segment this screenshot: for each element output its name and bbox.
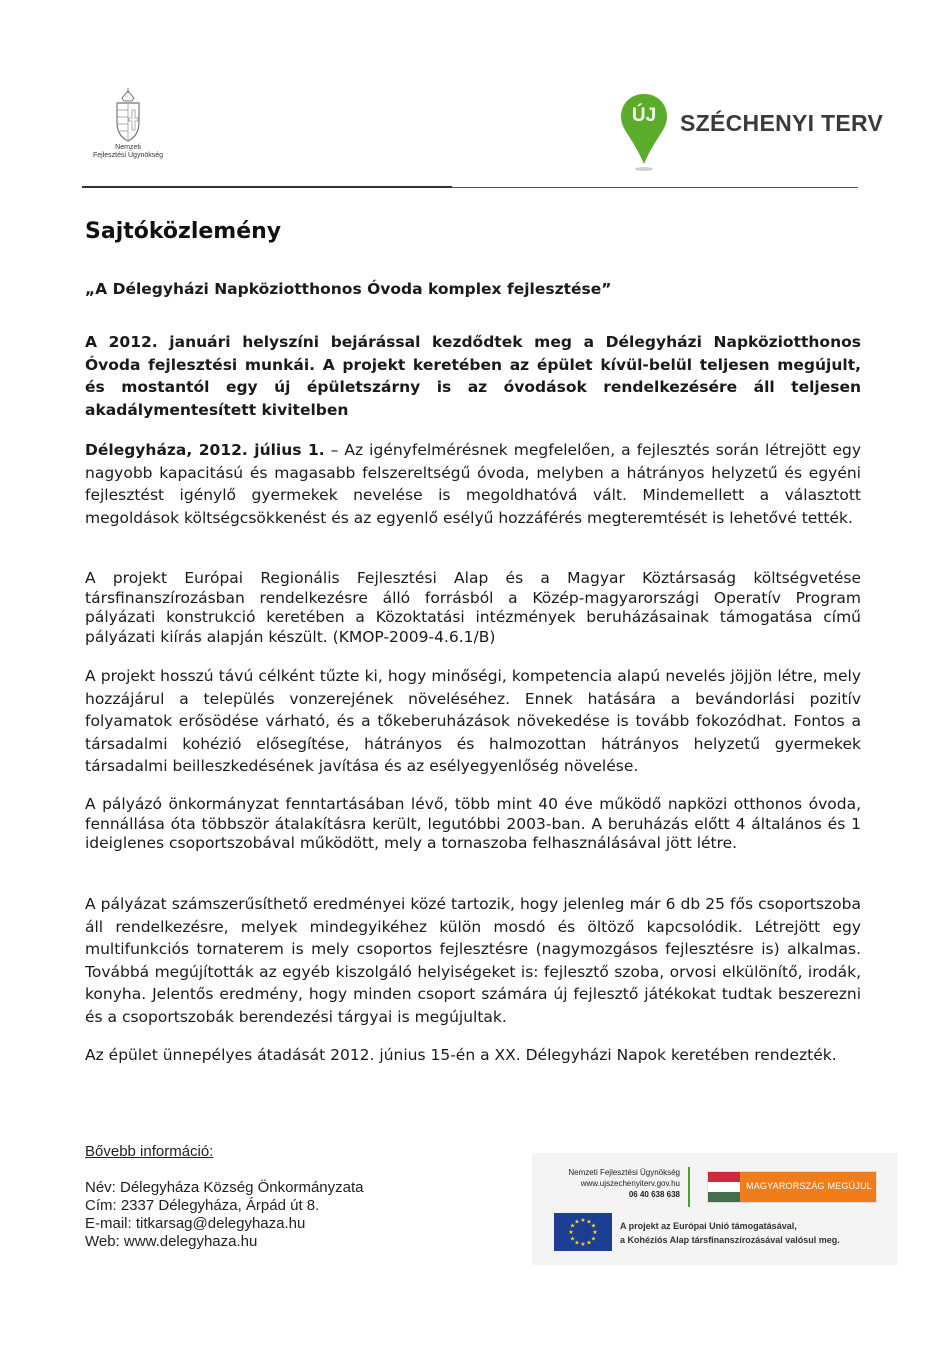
eu-flag-icon xyxy=(554,1213,612,1251)
renewal-banner xyxy=(707,1171,877,1203)
szechenyi-terv-logo xyxy=(618,92,884,172)
svg-text:★: ★ xyxy=(569,1235,576,1243)
svg-text:★: ★ xyxy=(590,1235,597,1243)
eu-stars-icon xyxy=(554,1213,612,1251)
hungarian-flag-icon xyxy=(708,1172,740,1202)
contact-address: Cím: 2337 Délegyháza, Árpád út 8. xyxy=(85,1197,320,1214)
paragraph-3: A projekt Európai Regionális Fejlesztési Alap és a Magyar Köztársaság költségvetése társfinanszírozásban rendelkezésre álló forrásból a Közép-magyarországi Operatív Program pályázati konstrukció keretében a Közoktatási intézmények beruházásainak támogatása című pályázati kiírás alapján készült. (KMOP-2009-4.6.1/B) xyxy=(85,569,861,646)
lead-paragraph: A 2012. januári helyszíni bejárással kezdődtek meg a Délegyházi Napköziotthonos Óvoda fejlesztési munkái. A projekt keretében az épület kívül-belül teljesen megújult, és mostantól egy új épületszárny is az óvodások rendelkezésére áll teljesen akadálymentesített kivitelben xyxy=(85,333,861,419)
eu-support-line1: A projekt az Európai Unió támogatásával, xyxy=(620,1221,797,1231)
svg-text:★: ★ xyxy=(590,1222,597,1230)
coat-of-arms-icon xyxy=(113,88,143,142)
logo-text: SZÉCHENYI TERV xyxy=(680,110,884,136)
funding-agency-name: Nemzeti Fejlesztési Ügynökség xyxy=(568,1168,680,1177)
eu-support-text xyxy=(620,1219,840,1247)
svg-text:★: ★ xyxy=(568,1229,574,1236)
paragraph-2-body: – Az igényfelmérésnek megfelelően, a fejlesztés során létrejött egy nagyobb kapacitású és magasabb felszereltségű óvoda, melyben a hátrányos helyzetű és egyéni fejlesztést igénylő gyermekek nevelése is megoldhatóvá vált. Mindemellett a választott megoldások költségcsökkenést és az egyenlő esélyű hozzáférés megteremtését is lehetővé tették. xyxy=(85,441,862,527)
paragraph-5: A pályázó önkormányzat fenntartásában lévő, több mint 40 éve működő napközi otthonos óvoda, fennállása óta többször átalakításra került, legutóbbi 2003-ban. A beruházás előtt 4 általános és 1 ideiglenes csoportszobával működött, mely a tornaszoba felhasználásával jött létre. xyxy=(85,795,861,852)
svg-text:★: ★ xyxy=(586,1239,592,1247)
dateline: Délegyháza, 2012. július 1. xyxy=(85,441,325,459)
agency-name-line1: Nemzeti xyxy=(115,144,141,151)
contact-web[interactable]: Web: www.delegyhaza.hu xyxy=(85,1233,258,1250)
funding-separator xyxy=(688,1167,690,1207)
contact-block xyxy=(85,1143,363,1251)
contact-name: Név: Délegyháza Község Önkormányzata xyxy=(85,1179,364,1196)
document-subtitle: „A Délegyházi Napköziotthonos Óvoda komplex fejlesztése” xyxy=(85,280,612,298)
more-info-label: Bővebb információ: xyxy=(85,1143,214,1160)
header-divider-bold xyxy=(82,186,452,188)
funding-agency xyxy=(550,1167,680,1200)
svg-text:★: ★ xyxy=(574,1239,580,1247)
paragraph-7: Az épület ünnepélyes átadását 2012. június 15-én a XX. Délegyházi Napok keretében rendezték. xyxy=(85,1046,837,1064)
funding-block xyxy=(532,1153,898,1265)
agency-name xyxy=(88,144,168,160)
svg-text:★: ★ xyxy=(580,1241,586,1248)
paragraph-6: A pályázat számszerűsíthető eredményei közé tartozik, hogy jelenleg már 6 db 25 fős csoportszoba áll rendelkezésre, melyek mindegyikéhez külön mosdó és öltöző kapcsolódik. Létrejött egy multifunkciós tornaterem is mely csoportos fejlesztésre (nagymozgásos fejlesztésre is) alkalmas. Továbbá megújították az egyéb kiszolgáló helyiségeket is: fejlesztő szoba, orvosi elkülönítő, irodák, konyha. Jelentős eredmény, hogy minden csoport számára új fejlesztő játékokat tudtak beszerezni és a csoportszobák berendezési tárgyai is megújultak. xyxy=(85,895,861,1026)
funding-url: www.ujszechenyiterv.gov.hu xyxy=(580,1179,680,1188)
eu-support-line2: a Kohéziós Alap társfinanszírozásával valósul meg. xyxy=(620,1235,840,1245)
svg-text:★: ★ xyxy=(569,1222,576,1230)
paragraph-4: A projekt hosszú távú célként tűzte ki, hogy minőségi, kompetencia alapú nevelés jöjjön létre, mely hozzájárul a település vonzerejének növeléséhez. Ennek hatására a bevándorlási pozitív folyamatok erősödése várható, és a tőkeberuházások növekedése is tovább fokozódhat. Fontos a társadalmi kohézió elősegítése, hátrányos és halmozottan hátrányos helyzetű gyermekek társadalmi beilleszkedésének javítása és az esélyegyenlőség növelése. xyxy=(85,667,861,775)
logo-badge: ÚJ xyxy=(631,105,657,126)
contact-email[interactable]: E-mail: titkarsag@delegyhaza.hu xyxy=(85,1215,306,1232)
page-title: Sajtóközlemény xyxy=(85,219,282,244)
svg-text:★: ★ xyxy=(580,1217,586,1224)
paragraph-2 xyxy=(85,439,861,529)
agency-name-line2: Fejlesztési Ügynökség xyxy=(92,152,164,159)
agency-logo xyxy=(88,88,168,166)
funding-phone: 06 40 638 638 xyxy=(628,1190,680,1199)
renewal-banner-text: MAGYARORSZÁG MEGÚJUL xyxy=(746,1181,872,1191)
map-pin-icon xyxy=(618,92,670,172)
svg-text:★: ★ xyxy=(574,1218,580,1226)
svg-text:★: ★ xyxy=(592,1229,598,1236)
svg-text:★: ★ xyxy=(586,1218,592,1226)
